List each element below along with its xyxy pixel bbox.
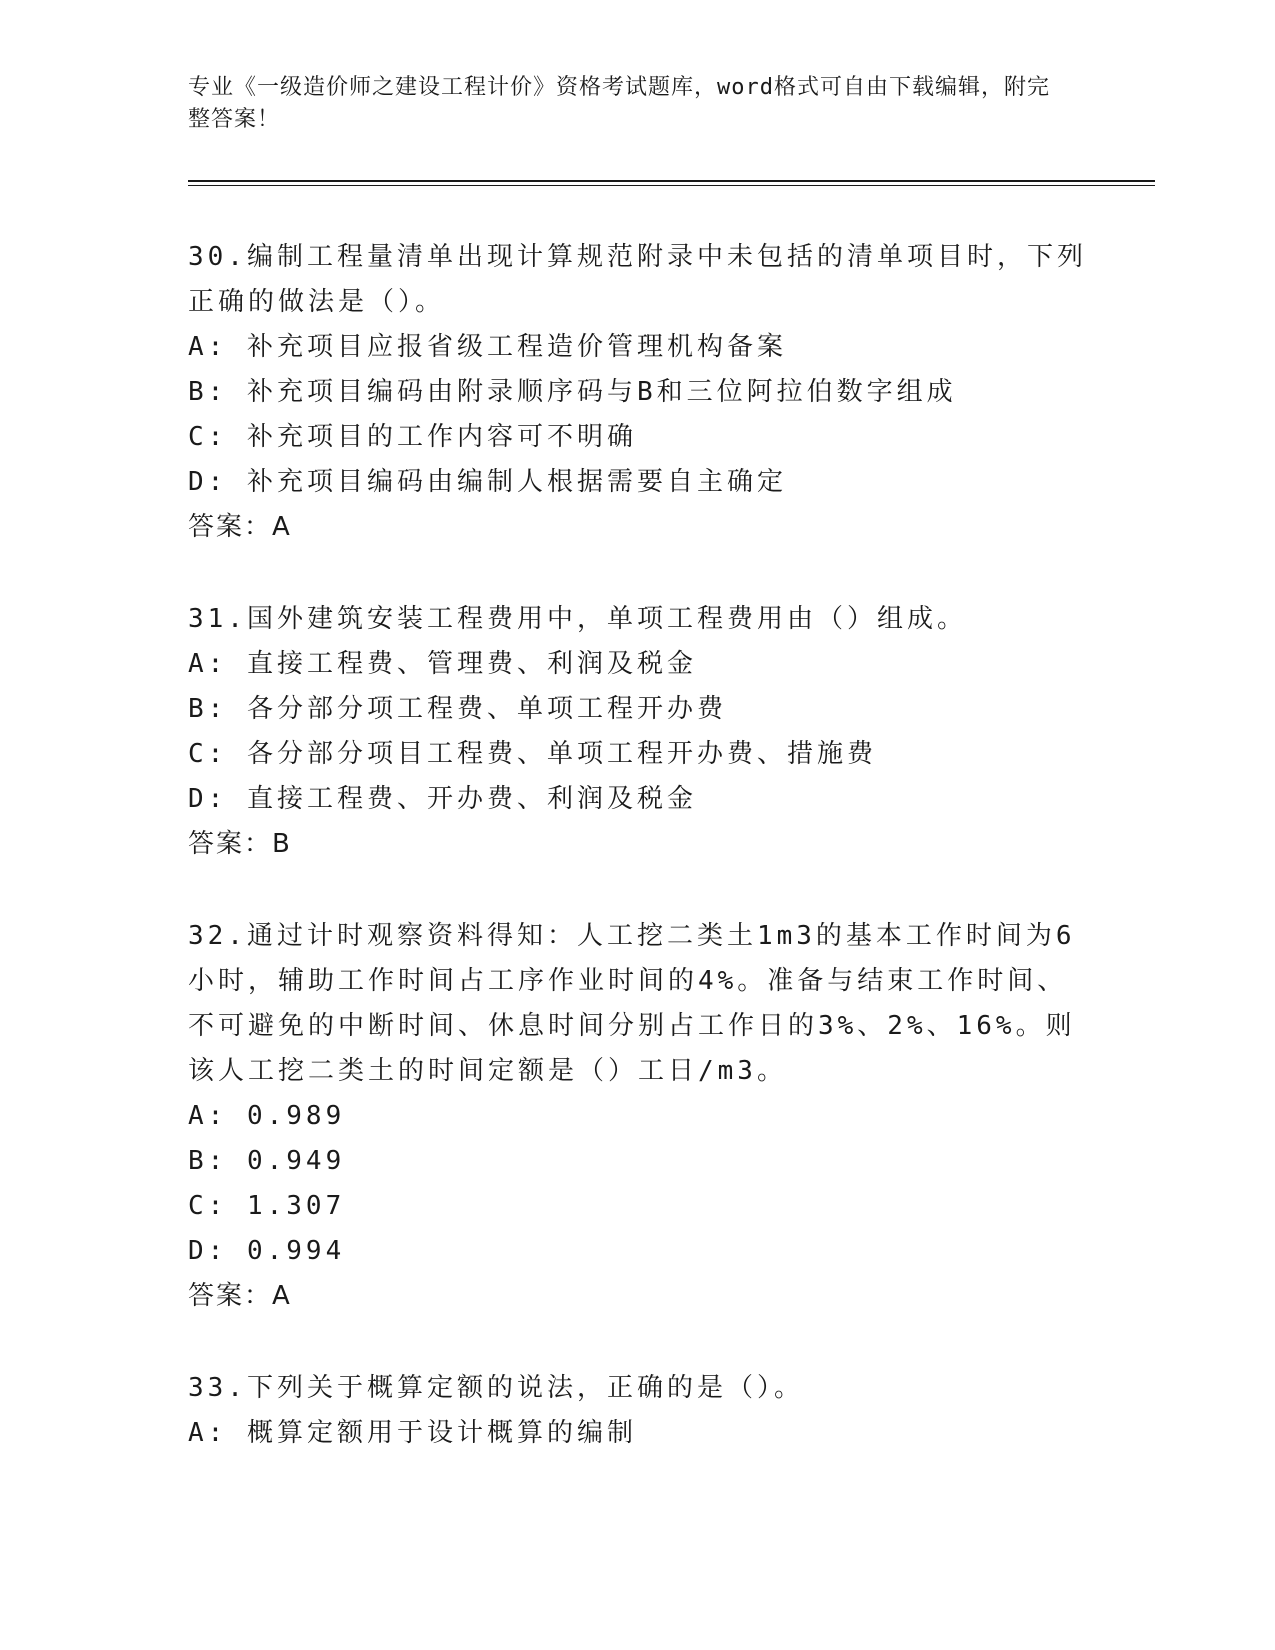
question-list (188, 235, 1088, 1456)
option-a (188, 1094, 1088, 1139)
option-a (188, 642, 1088, 687)
option-d (188, 777, 1088, 822)
option-letter: B: (188, 377, 228, 407)
answer-line: 答案：B (188, 829, 292, 859)
question-33 (188, 1366, 1088, 1456)
question-number: 33. (188, 1373, 247, 1403)
option-d (188, 460, 1088, 505)
option-c (188, 732, 1088, 777)
question-32 (188, 914, 1088, 1319)
option-text: 补充项目编码由编制人根据需要自主确定 (246, 467, 787, 497)
question-stem: 编制工程量清单出现计算规范附录中未包括的清单项目时，下列正确的做法是（）。 (188, 242, 1087, 317)
option-b (188, 370, 1088, 415)
header-double-rule (188, 180, 1155, 186)
option-text: 各分部分项目工程费、单项工程开办费、措施费 (246, 739, 877, 769)
document-header: 专业《一级造价师之建设工程计价》资格考试题库，word格式可自由下载编辑，附完整答案！ (188, 75, 1050, 132)
option-text: 0.994 (246, 1236, 346, 1266)
question-text (188, 235, 1088, 325)
option-letter: D: (188, 1236, 228, 1266)
option-a (188, 1411, 1088, 1456)
question-stem: 下列关于概算定额的说法，正确的是（）。 (246, 1373, 804, 1403)
question-30 (188, 235, 1088, 550)
option-letter: D: (188, 784, 228, 814)
option-b (188, 687, 1088, 732)
option-text: 概算定额用于设计概算的编制 (246, 1418, 637, 1448)
question-number: 30. (188, 242, 247, 272)
option-text: 各分部分项工程费、单项工程开办费 (246, 694, 727, 724)
option-text: 1.307 (246, 1191, 346, 1221)
option-letter: A: (188, 332, 228, 362)
option-text: 补充项目的工作内容可不明确 (246, 422, 637, 452)
question-number: 31. (188, 604, 247, 634)
option-letter: A: (188, 649, 228, 679)
question-31 (188, 597, 1088, 867)
question-text (188, 597, 1088, 642)
option-d (188, 1229, 1088, 1274)
option-b (188, 1139, 1088, 1184)
answer-line: 答案：A (188, 1281, 292, 1311)
option-text: 0.949 (246, 1146, 346, 1176)
option-c (188, 415, 1088, 460)
option-text: 直接工程费、管理费、利润及税金 (246, 649, 697, 679)
answer-line: 答案：A (188, 512, 292, 542)
option-c (188, 1184, 1088, 1229)
option-letter: C: (188, 739, 228, 769)
option-letter: C: (188, 1191, 228, 1221)
option-letter: A: (188, 1418, 228, 1448)
option-letter: B: (188, 694, 228, 724)
question-text (188, 1366, 1088, 1411)
question-stem: 通过计时观察资料得知：人工挖二类土1m3的基本工作时间为6小时，辅助工作时间占工序作业时间的4%。准备与结束工作时间、不可避免的中断时间、休息时间分别占工作日的3%、2%、16%。则该人工挖二类土的时间定额是（）工日/m3。 (188, 921, 1076, 1086)
question-stem: 国外建筑安装工程费用中，单项工程费用由（）组成。 (246, 604, 967, 634)
option-text: 补充项目编码由附录顺序码与B和三位阿拉伯数字组成 (246, 377, 957, 407)
question-number: 32. (188, 921, 247, 951)
option-letter: C: (188, 422, 228, 452)
option-text: 0.989 (246, 1101, 346, 1131)
option-letter: B: (188, 1146, 228, 1176)
option-text: 补充项目应报省级工程造价管理机构备案 (246, 332, 787, 362)
option-letter: A: (188, 1101, 228, 1131)
question-text (188, 914, 1088, 1094)
option-a (188, 325, 1088, 370)
option-text: 直接工程费、开办费、利润及税金 (246, 784, 697, 814)
option-letter: D: (188, 467, 228, 497)
